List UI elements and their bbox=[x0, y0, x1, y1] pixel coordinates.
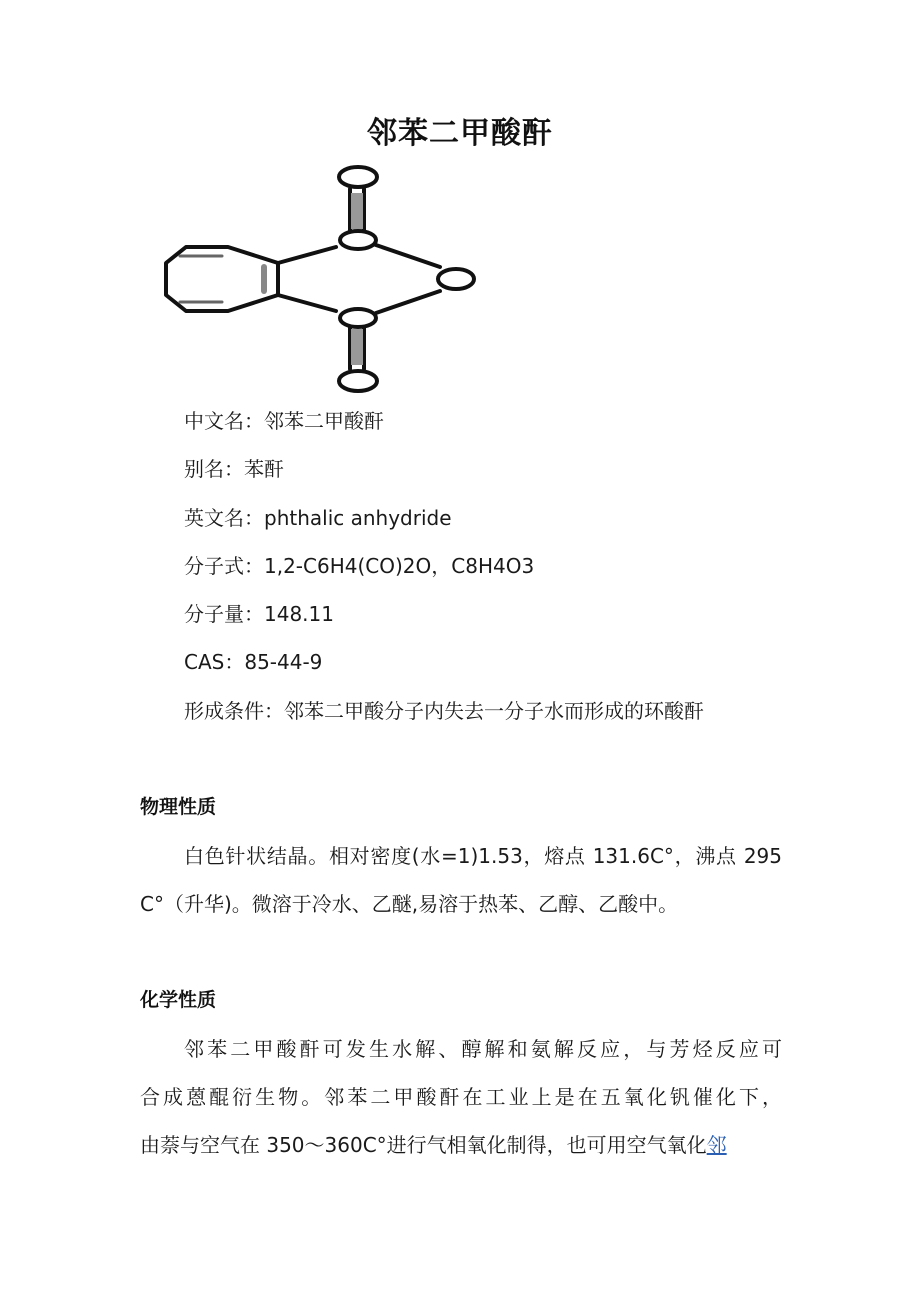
info-label: CAS bbox=[184, 650, 225, 674]
info-separator: ： bbox=[244, 602, 264, 626]
info-label: 中文名 bbox=[184, 409, 244, 433]
chemical-inline-link[interactable]: 邻 bbox=[706, 1133, 727, 1157]
info-separator: ： bbox=[244, 409, 264, 433]
chemical-paragraph-line: 邻苯二甲酸酐可发生水解、醇解和氨解反应，与芳烃反应可 bbox=[184, 1037, 782, 1061]
info-molecular-weight bbox=[184, 600, 334, 628]
info-separator: ： bbox=[264, 699, 284, 723]
info-formation bbox=[184, 697, 704, 725]
info-separator: ： bbox=[244, 554, 264, 578]
info-value: 苯酐 bbox=[244, 457, 284, 481]
info-label: 别名 bbox=[184, 457, 224, 481]
structure-svg bbox=[136, 155, 486, 403]
info-value: 邻苯二甲酸分子内失去一分子水而形成的环酸酐 bbox=[284, 699, 704, 723]
info-label: 分子量 bbox=[184, 602, 244, 626]
chemical-properties-heading: 化学性质 bbox=[140, 989, 217, 1011]
chemical-paragraph-line-last bbox=[140, 1131, 782, 1159]
info-separator: ： bbox=[244, 506, 264, 530]
chemical-paragraph-text: 由萘与空气在 350～360C°进行气相氧化制得，也可用空气氧化 bbox=[140, 1133, 707, 1157]
info-label: 分子式 bbox=[184, 554, 244, 578]
info-value: phthalic anhydride bbox=[264, 506, 452, 530]
info-value: 1,2-C6H4(CO)2O，C8H4O3 bbox=[264, 554, 535, 578]
info-alias bbox=[184, 455, 284, 483]
info-label: 英文名 bbox=[184, 506, 244, 530]
info-cas bbox=[184, 648, 322, 676]
physical-properties-heading: 物理性质 bbox=[140, 796, 217, 818]
chemical-paragraph-line: 合成蒽醌衍生物。邻苯二甲酸酐在工业上是在五氧化钒催化下， bbox=[140, 1085, 782, 1109]
document-title: 邻苯二甲酸酐 bbox=[367, 116, 553, 151]
info-formula bbox=[184, 552, 534, 580]
info-chinese-name bbox=[184, 407, 384, 435]
info-english-name bbox=[184, 504, 452, 532]
info-value: 邻苯二甲酸酐 bbox=[264, 409, 384, 433]
info-value: 148.11 bbox=[264, 602, 334, 626]
info-separator: ： bbox=[224, 457, 244, 481]
physical-paragraph-line: C°（升华)。微溶于冷水、乙醚,易溶于热苯、乙醇、乙酸中。 bbox=[140, 892, 679, 916]
physical-paragraph-line: 白色针状结晶。相对密度(水=1)1.53，熔点 131.6C°，沸点 295 bbox=[184, 844, 782, 868]
phthalic-anhydride-structure-image bbox=[136, 155, 486, 403]
info-separator: ： bbox=[224, 650, 245, 674]
info-label: 形成条件 bbox=[184, 699, 264, 723]
info-value: 85-44-9 bbox=[244, 650, 323, 674]
